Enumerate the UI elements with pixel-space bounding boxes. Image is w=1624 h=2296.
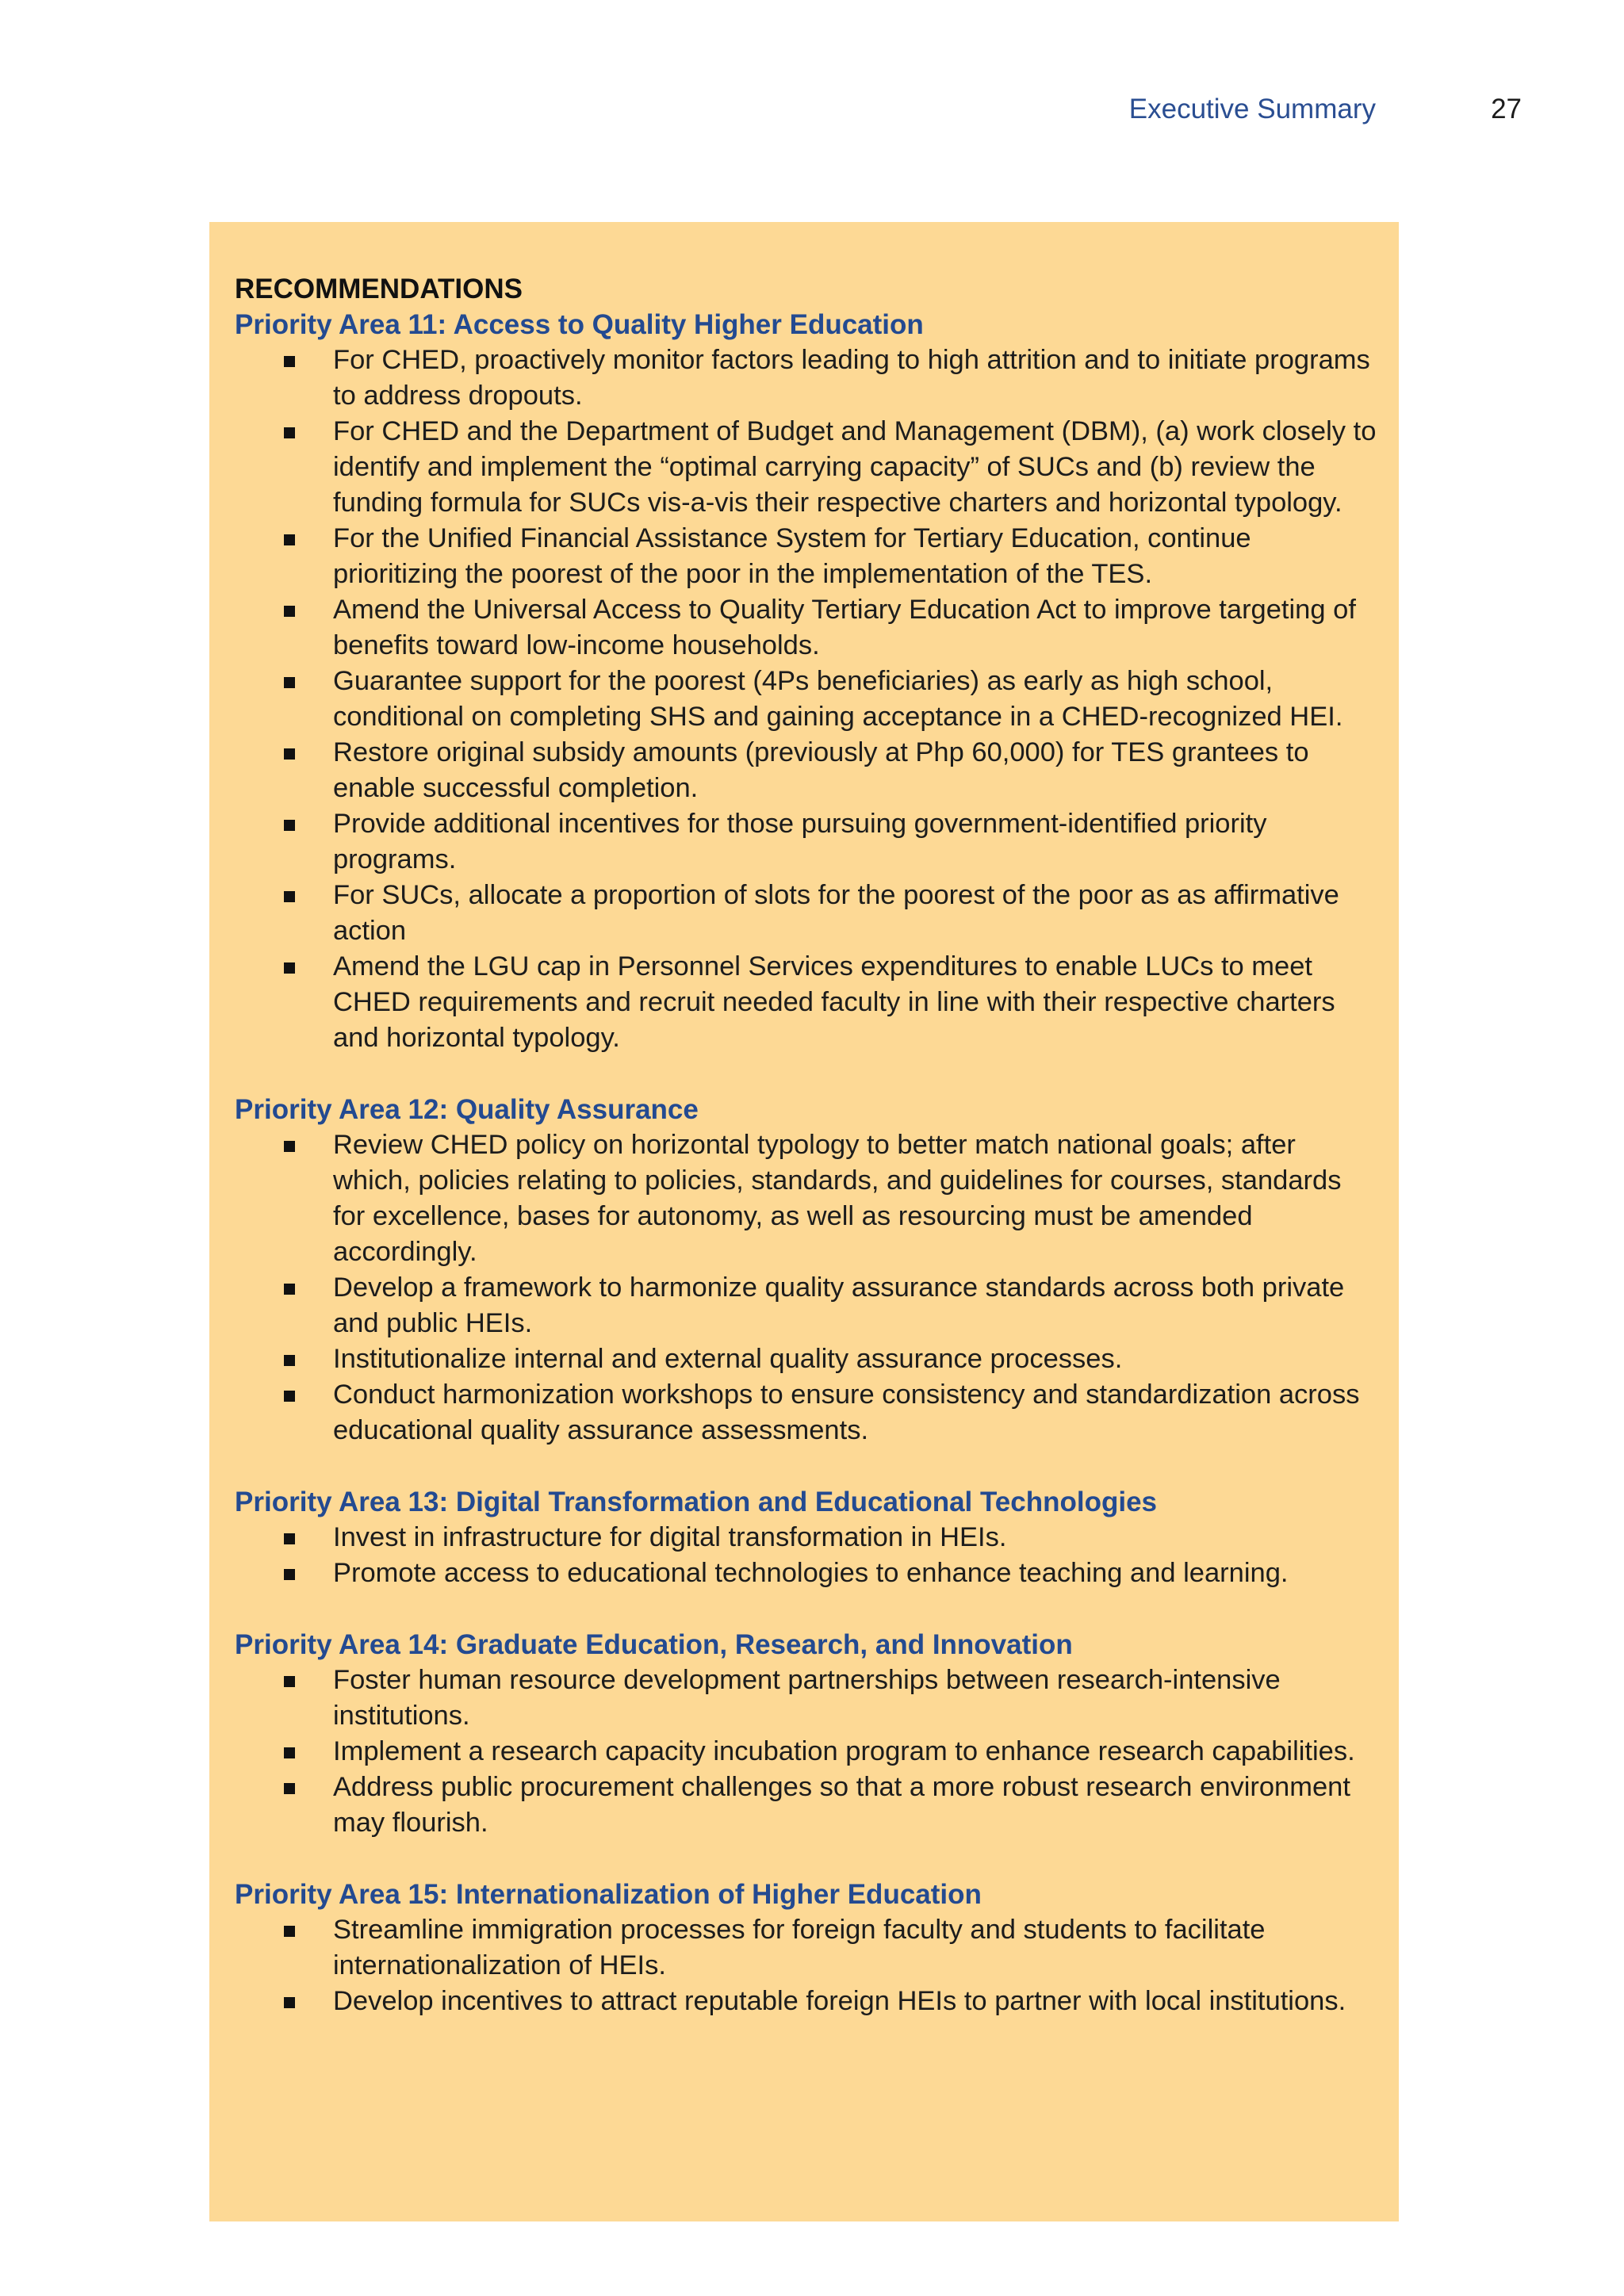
running-header-section: Executive Summary bbox=[1128, 94, 1376, 124]
priority-area-title: Priority Area 12: Quality Assurance bbox=[235, 1094, 699, 1125]
recommendation-text: Restore original subsidy amounts (previously at Php 60,000) for TES grantees to enable successful completion. bbox=[333, 737, 1309, 803]
recommendation-text: For SUCs, allocate a proportion of slots for the poorest of the poor as as affirmative action bbox=[333, 880, 1339, 946]
recommendation-text: Develop a framework to harmonize quality assurance standards across both private and public HEIs. bbox=[333, 1272, 1345, 1338]
recommendation-text: Conduct harmonization workshops to ensure consistency and standardization across educational quality assurance assessments. bbox=[333, 1380, 1360, 1445]
square-bullet-icon bbox=[284, 820, 295, 831]
square-bullet-icon bbox=[284, 891, 295, 902]
square-bullet-icon bbox=[284, 1676, 295, 1687]
priority-area-title: Priority Area 14: Graduate Education, Research, and Innovation bbox=[235, 1629, 1073, 1660]
recommendation-item bbox=[235, 949, 1377, 1056]
recommendation-item bbox=[235, 1341, 1377, 1377]
square-bullet-icon bbox=[284, 1533, 295, 1544]
recommendation-item bbox=[235, 1663, 1377, 1734]
square-bullet-icon bbox=[284, 962, 295, 974]
recommendation-item bbox=[235, 806, 1377, 878]
recommendation-list bbox=[235, 1663, 1377, 1841]
recommendation-item bbox=[235, 1520, 1377, 1556]
recommendation-item bbox=[235, 664, 1377, 735]
square-bullet-icon bbox=[284, 1569, 295, 1580]
recommendation-text: Review CHED policy on horizontal typology to better match national goals; after which, policies relating to policies, standards, and guidelines for courses, standards for excellence, bases for autonomy, as well as resourcing must be amended accordingly. bbox=[333, 1130, 1342, 1267]
recommendations-title: RECOMMENDATIONS bbox=[235, 274, 523, 304]
square-bullet-icon bbox=[284, 1391, 295, 1402]
recommendation-text: For CHED, proactively monitor factors leading to high attrition and to initiate programs to address dropouts. bbox=[333, 345, 1370, 411]
recommendation-item bbox=[235, 1270, 1377, 1341]
recommendation-item bbox=[235, 1127, 1377, 1270]
recommendation-list bbox=[235, 1520, 1377, 1591]
recommendation-text: Address public procurement challenges so that a more robust research environment may flourish. bbox=[333, 1772, 1350, 1838]
recommendation-text: For CHED and the Department of Budget and Management (DBM), (a) work closely to identify and implement the “optimal carrying capacity” of SUCs and (b) review the funding formula for SUCs vis-a-vis their respective charters and horizontal typology. bbox=[333, 416, 1377, 518]
priority-area-title: Priority Area 11: Access to Quality Higher Education bbox=[235, 309, 924, 340]
square-bullet-icon bbox=[284, 1284, 295, 1295]
priority-area-section bbox=[235, 307, 1377, 1056]
square-bullet-icon bbox=[284, 1926, 295, 1937]
square-bullet-icon bbox=[284, 534, 295, 545]
recommendation-item bbox=[235, 1734, 1377, 1770]
recommendation-text: Institutionalize internal and external quality assurance processes. bbox=[333, 1344, 1123, 1374]
recommendation-item bbox=[235, 592, 1377, 664]
recommendation-item bbox=[235, 735, 1377, 806]
recommendation-text: Implement a research capacity incubation program to enhance research capabilities. bbox=[333, 1736, 1355, 1766]
square-bullet-icon bbox=[284, 1783, 295, 1794]
recommendation-item bbox=[235, 1912, 1377, 1984]
recommendations-box bbox=[209, 222, 1399, 2221]
recommendation-text: Streamline immigration processes for foreign faculty and students to facilitate internationalization of HEIs. bbox=[333, 1915, 1266, 1980]
priority-area-title: Priority Area 13: Digital Transformation and Educational Technologies bbox=[235, 1487, 1157, 1517]
priority-area-section bbox=[235, 1877, 1377, 2019]
square-bullet-icon bbox=[284, 1747, 295, 1758]
square-bullet-icon bbox=[284, 1355, 295, 1366]
priority-area-title: Priority Area 15: Internationalization of Higher Education bbox=[235, 1879, 982, 1910]
recommendation-list bbox=[235, 342, 1377, 1056]
recommendation-text: For the Unified Financial Assistance System for Tertiary Education, continue prioritizing the poorest of the poor in the implementation of the TES. bbox=[333, 523, 1251, 589]
recommendation-text: Foster human resource development partnerships between research-intensive institutions. bbox=[333, 1665, 1281, 1731]
recommendation-text: Provide additional incentives for those pursuing government-identified priority programs. bbox=[333, 809, 1267, 874]
recommendation-item bbox=[235, 414, 1377, 521]
recommendation-item bbox=[235, 1770, 1377, 1841]
priority-area-section bbox=[235, 1484, 1377, 1591]
priority-area-section bbox=[235, 1092, 1377, 1448]
recommendation-item bbox=[235, 878, 1377, 949]
running-header bbox=[0, 94, 1624, 133]
recommendation-list bbox=[235, 1127, 1377, 1448]
recommendation-text: Promote access to educational technologies to enhance teaching and learning. bbox=[333, 1558, 1289, 1588]
page-number: 27 bbox=[1491, 94, 1522, 124]
recommendation-text: Invest in infrastructure for digital transformation in HEIs. bbox=[333, 1522, 1007, 1552]
square-bullet-icon bbox=[284, 677, 295, 688]
square-bullet-icon bbox=[284, 356, 295, 367]
square-bullet-icon bbox=[284, 606, 295, 617]
square-bullet-icon bbox=[284, 748, 295, 760]
recommendation-item bbox=[235, 1377, 1377, 1448]
recommendation-item bbox=[235, 1984, 1377, 2019]
square-bullet-icon bbox=[284, 1997, 295, 2008]
priority-area-section bbox=[235, 1627, 1377, 1841]
priority-areas bbox=[235, 307, 1377, 2019]
square-bullet-icon bbox=[284, 1141, 295, 1152]
recommendation-item bbox=[235, 1556, 1377, 1591]
recommendation-list bbox=[235, 1912, 1377, 2019]
recommendation-text: Amend the LGU cap in Personnel Services expenditures to enable LUCs to meet CHED requirements and recruit needed faculty in line with their respective charters and horizontal typology. bbox=[333, 951, 1335, 1053]
square-bullet-icon bbox=[284, 427, 295, 438]
recommendation-text: Develop incentives to attract reputable foreign HEIs to partner with local institutions. bbox=[333, 1986, 1346, 2016]
recommendation-item bbox=[235, 521, 1377, 592]
recommendation-text: Amend the Universal Access to Quality Tertiary Education Act to improve targeting of benefits toward low-income households. bbox=[333, 595, 1356, 660]
recommendation-text: Guarantee support for the poorest (4Ps beneficiaries) as early as high school, conditional on completing SHS and gaining acceptance in a CHED-recognized HEI. bbox=[333, 666, 1343, 732]
recommendation-item bbox=[235, 342, 1377, 414]
